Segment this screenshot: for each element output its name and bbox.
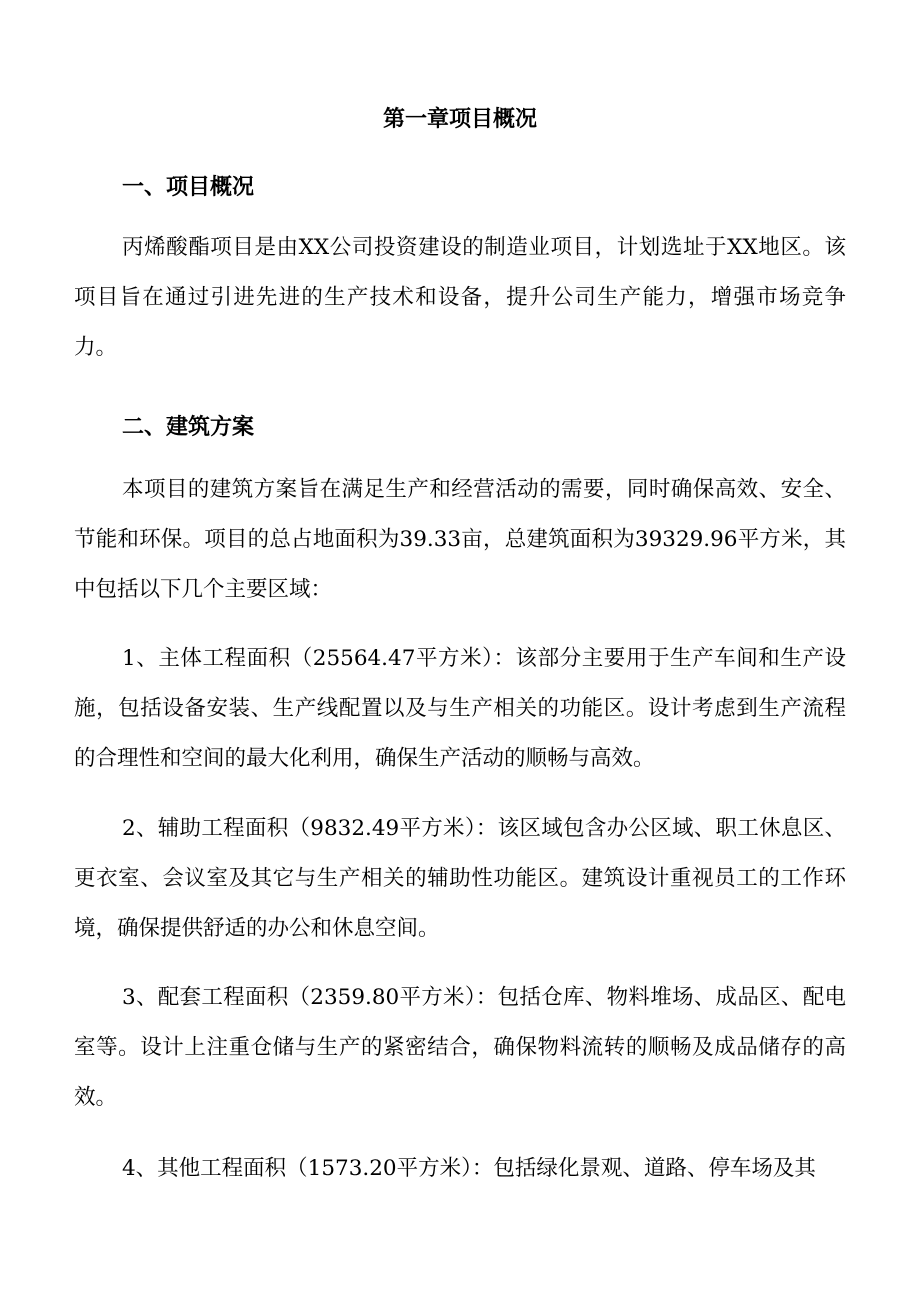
section-heading-building-plan: 二、建筑方案: [122, 414, 255, 440]
paragraph-main-works: 1、主体工程面积（25564.47平方米）：该部分主要用于生产车间和生产设施，包括设备安装、生产线配置以及与生产相关的功能区。设计考虑到生产流程的合理性和空间的最大化利用，确保生产活动的顺畅与高效。: [74, 646, 846, 771]
paragraph-overview: 丙烯酸酯项目是由XX公司投资建设的制造业项目，计划选址于XX地区。该项目旨在通过引进先进的生产技术和设备，提升公司生产能力，增强市场竞争力。: [74, 235, 846, 360]
section-heading-overview: 一、项目概况: [122, 174, 255, 200]
paragraph-auxiliary-works: 2、辅助工程面积（9832.49平方米）：该区域包含办公区域、职工休息区、更衣室、会议室及其它与生产相关的辅助性功能区。建筑设计重视员工的工作环境，确保提供舒适的办公和休息空间。: [74, 816, 846, 941]
paragraph-building-intro: 本项目的建筑方案旨在满足生产和经营活动的需要，同时确保高效、安全、节能和环保。项目的总占地面积为39.33亩，总建筑面积为39329.96平方米，其中包括以下几个主要区域：: [74, 477, 846, 602]
paragraph-supporting-works: 3、配套工程面积（2359.80平方米）：包括仓库、物料堆场、成品区、配电室等。设计上注重仓储与生产的紧密结合，确保物料流转的顺畅及成品储存的高效。: [74, 985, 846, 1110]
paragraph-other-works: 4、其他工程面积（1573.20平方米）：包括绿化景观、道路、停车场及其: [122, 1156, 816, 1181]
chapter-title: 第一章项目概况: [382, 106, 537, 132]
